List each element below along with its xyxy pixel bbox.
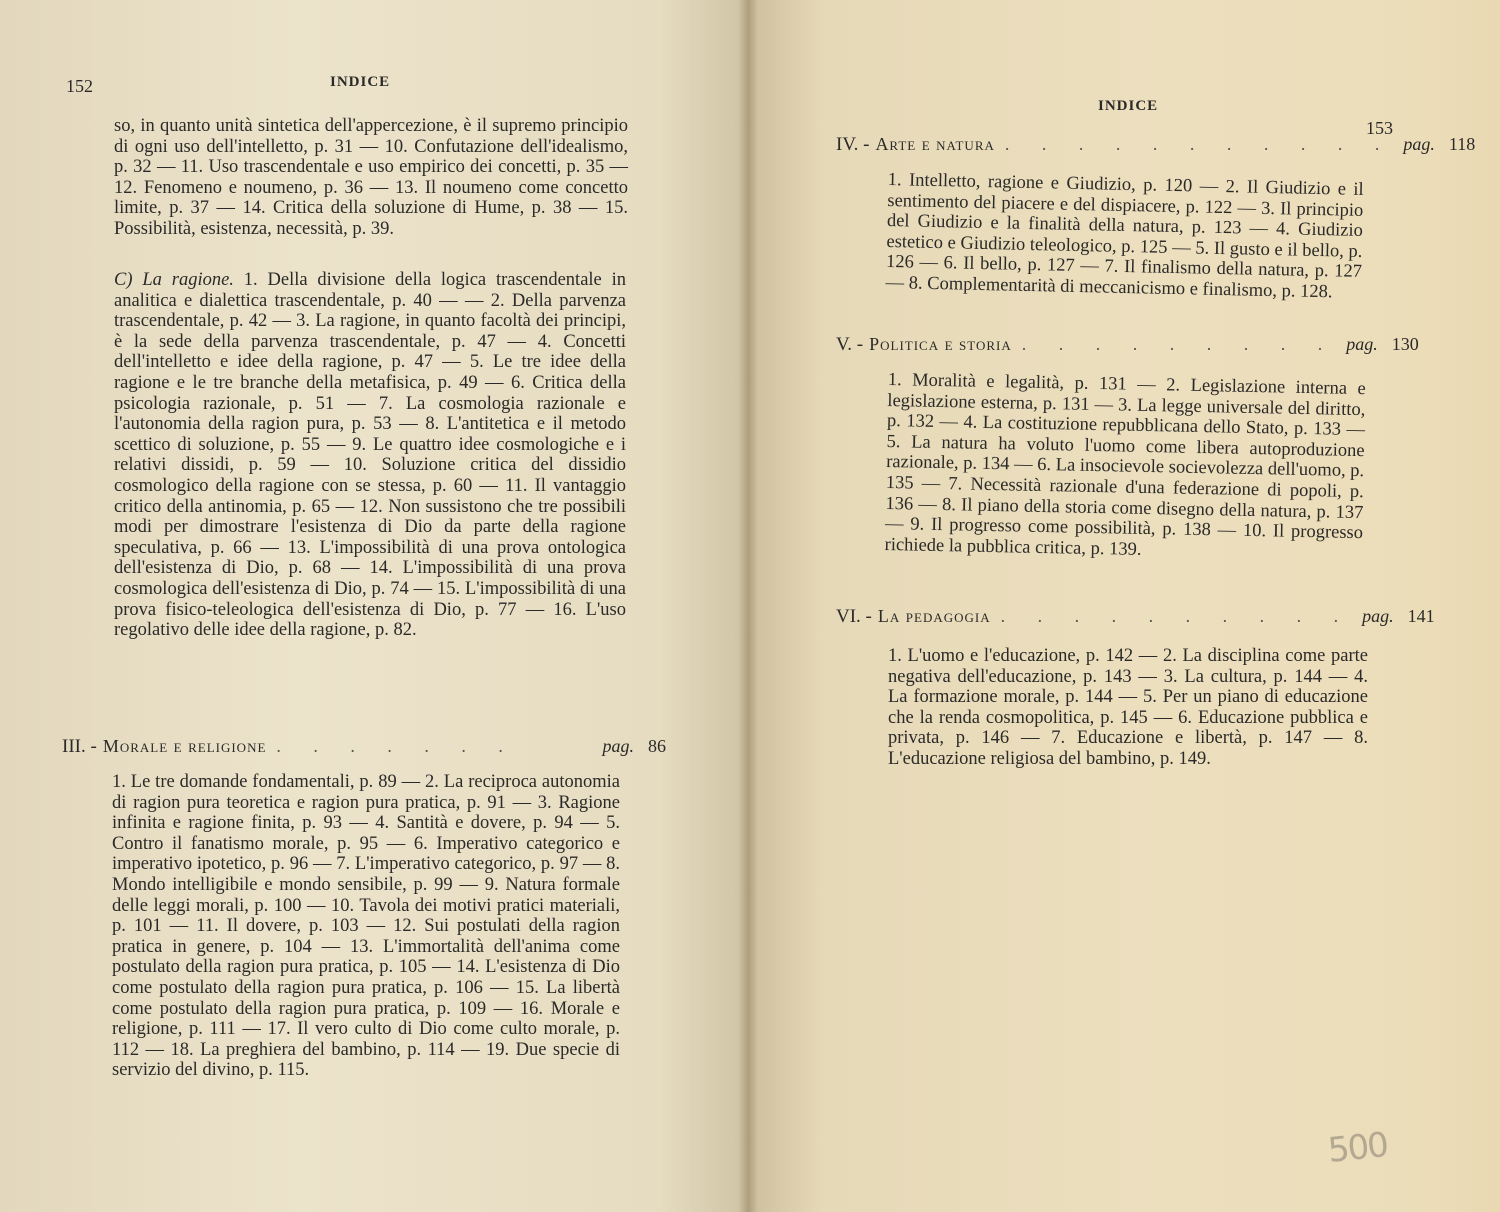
chapter-3-heading (62, 736, 666, 758)
paragraph-text: so, in quanto unità sintetica dell'appercezione, è il supremo principio di ogni uso dell'intelletto, p. 31 — 10. Confutazione dell'idealismo, p. 32 — 11. Uso trascendentale e uso empirico dei concetti, p. 35 — 12. Fenomeno e noumeno, p. 36 — 13. Il noumeno come concetto limite, p. 37 — 14. Critica della soluzione di Hume, p. 38 — 15. Possibilità, esistenza, necessità, p. 39. (114, 116, 628, 239)
leader-dots: . . . . . . . . . (1021, 334, 1337, 354)
left-page (0, 0, 748, 1212)
chapter-number: V. - (836, 334, 864, 355)
chapter-title: La pedagogia (877, 606, 991, 626)
leader-dots: . . . . . . . . . . (1000, 606, 1353, 626)
leader-dots: . . . . . . . . . . . (1004, 134, 1394, 154)
chapter-text: 1. L'uomo e l'educazione, p. 142 — 2. La disciplina come parte negativa dell'educazione, p. 143 — 3. La cultura, p. 144 — 4. La formazione morale, p. 144 — 5. Per un piano di educazione che la renda cosmopolitica, p. 145 — 6. Educazione pubblica e privata, p. 146 — 7. Educazione e libertà, p. 147 — 8. L'educazione religiosa del bambino, p. 149. (888, 646, 1368, 769)
pag-label: pag. (1346, 334, 1378, 354)
running-header-left: INDICE (330, 74, 391, 90)
chapter-page: 118 (1448, 134, 1476, 154)
chapter-title: Politica e storia (869, 334, 1012, 354)
chapter-number: IV. - (836, 134, 870, 155)
chapter-title: Arte e natura (875, 134, 995, 154)
chapter-4-heading (836, 134, 1476, 156)
chapter-5-heading (836, 334, 1419, 356)
pag-label: pag. (1362, 606, 1394, 626)
chapter-page: 86 (648, 736, 666, 756)
page-number-left: 152 (66, 76, 93, 96)
section-label: C) La ragione. (114, 270, 234, 290)
chapter-text: 1. Le tre domande fondamentali, p. 89 — 2. La reciproca autonomia di ragion pura teoretica e ragion pura pratica, p. 91 — 3. Ragione infinita e ragione finita, p. 93 — 4. Santità e dovere, p. 94 — 5. Contro il fanatismo morale, p. 95 — 6. Imperativo categorico e imperativo ipotetico, p. 96 — 7. L'imperativo categorico, p. 97 — 8. Mondo intelligibile e mondo sensibile, p. 99 — 9. Natura formale delle leggi morali, p. 100 — 10. Tavola dei motivi pratici materiali, p. 101 — 11. Il dovere, p. 103 — 12. Sui postulati della ragion pratica in genere, p. 104 — 13. L'immortalità dell'anima come postulato della ragion pura pratica, p. 105 — 14. L'esistenza di Dio come postulato della ragion pura pratica, p. 106 — 15. La libertà come postulato della ragion pura pratica, p. 109 — 16. Morale e religione, p. 111 — 17. Il vero culto di Dio come culto morale, p. 112 — 18. La preghiera del bambino, p. 114 — 19. Due specie di servizio del divino, p. 115. (112, 772, 620, 1081)
chapter-text: 1. Moralità e legalità, p. 131 — 2. Legislazione interna e legislazione esterna, p. 131 — 3. La legge universale del diritto, p. 132 — 4. La costituzione repubblicana dello Stato, p. 133 — 5. La natura ha voluto l'uomo come libera autoproduzione razionale, p. 134 — 6. La insocievole socievolezza dell'uomo, p. 135 — 7. Necessità razionale d'una federazione di popoli, p. 136 — 8. Il piano della storia come disegno della natura, p. 137 — 9. Il progresso come possibilità, p. 138 — 10. Il progresso richiede la pubblica critica, p. 139. (884, 370, 1366, 560)
chapter-page: 141 (1407, 606, 1435, 626)
chapter-text: 1. Intelletto, ragione e Giudizio, p. 120 — 2. Il Giudizio e il sentimento del piacere e del dispiacere, p. 122 — 3. Il principio del Giudizio e la finalità della natura, p. 123 — 4. Giudizio estetico e Giudizio teleologico, p. 125 — 5. Il gusto e il bello, p. 126 — 6. Il bello, p. 127 — 7. Il finalismo della natura, p. 127 — 8. Complementarità di meccanicismo e finalismo, p. 128. (885, 170, 1364, 303)
chapter-page: 130 (1391, 334, 1419, 354)
chapter-5-contents (884, 370, 1365, 564)
pag-label: pag. (602, 736, 634, 756)
paragraph-continuation (114, 116, 628, 240)
section-text: 1. Della divisione della logica trascendentale in analitica e dialettica trascendentale, p. 40 — — 2. Della parvenza trascendentale, p. 42 — 3. La ragione, in quanto facoltà dei principi, è la sede della parvenza trascendentale, p. 47 — 4. Concetti dell'intelletto e idee della ragione, p. 47 — 5. Le tre idee della ragione e le tre branche della metafisica, p. 49 — 6. Critica della psicologia razionale, p. 51 — 7. La cosmologia razionale e l'autonomia della ragion pura, p. 53 — 8. L'antitetica e il metodo scettico di soluzione, p. 55 — 9. Le quattro idee cosmologiche e i relativi dissidi, p. 59 — 10. Soluzione critica del dissidio cosmologico della ragione con se stessa, p. 60 — 11. Il vantaggio critico della antinomia, p. 65 — 12. Non sussistono che tre possibili modi per dimostrare l'esistenza di Dio da parte della ragione speculativa, p. 66 — 13. L'impossibilità di una prova ontologica dell'esistenza di Dio, p. 68 — 14. L'impossibilità di una prova cosmologica dell'esistenza di Dio, p. 74 — 15. L'impossibilità di una prova fisico-teleologica dell'esistenza di Dio, p. 77 — 16. L'uso regolativo delle idee della ragione, p. 82. (114, 270, 627, 641)
chapter-3-contents (112, 772, 620, 1081)
pencil-note: 500 (1326, 1125, 1389, 1171)
chapter-4-contents (885, 170, 1363, 304)
running-header-right: INDICE (1098, 98, 1159, 114)
book-gutter (738, 0, 758, 1212)
chapter-number: III. - (62, 736, 97, 757)
chapter-title: Morale e religione (102, 736, 267, 756)
right-page (748, 0, 1500, 1212)
chapter-number: VI. - (836, 606, 872, 627)
section-c-ragione (114, 270, 626, 641)
pag-label: pag. (1403, 134, 1435, 154)
chapter-6-contents (888, 646, 1368, 770)
chapter-6-heading (836, 606, 1435, 628)
page-number-right: 153 (1366, 118, 1393, 138)
leader-dots: . . . . . . . (276, 736, 517, 756)
